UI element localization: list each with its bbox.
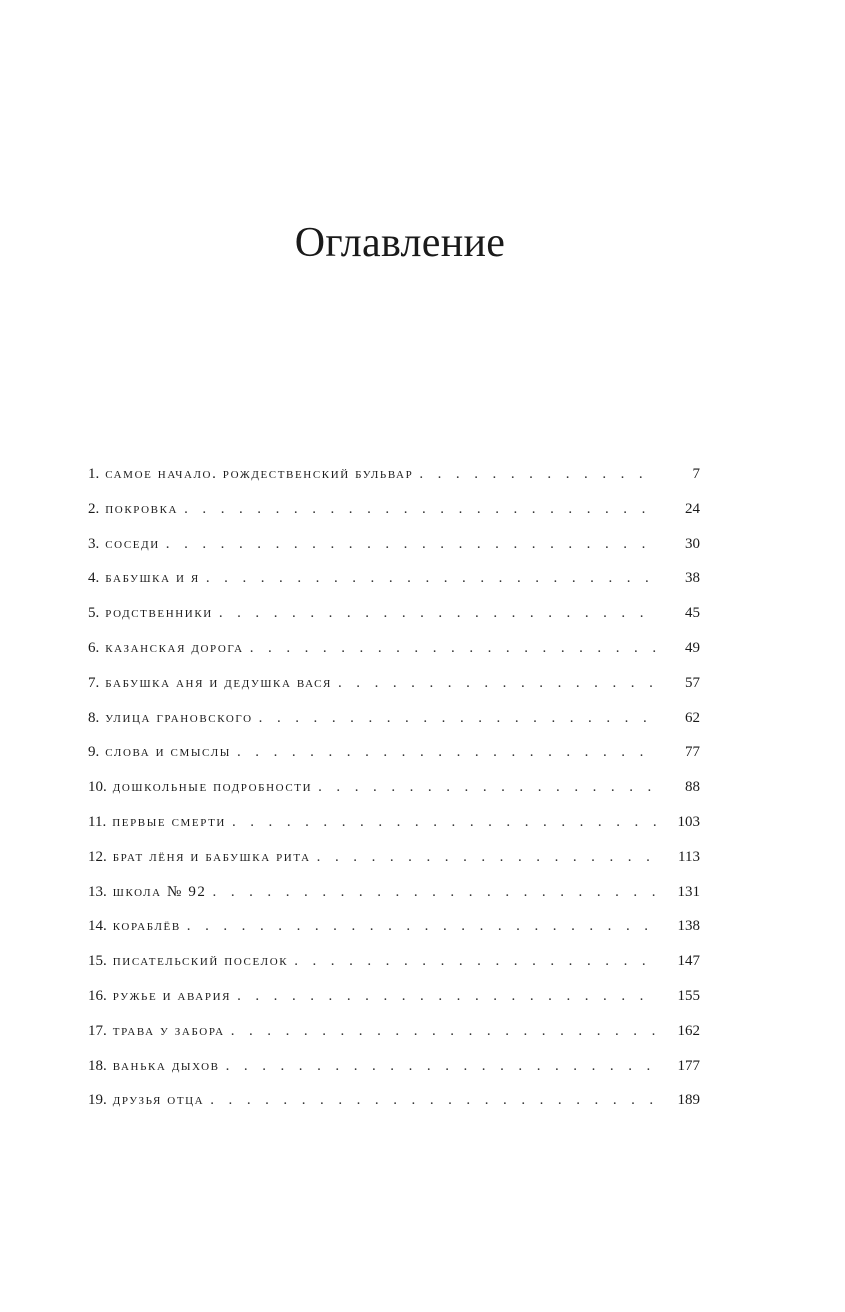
toc-entry-page: 88 — [685, 779, 700, 796]
toc-entry-number: 9. — [88, 744, 100, 761]
toc-entry-page: 147 — [677, 953, 700, 970]
toc-entry-number: 16. — [88, 987, 107, 1004]
toc-entry-title: кораблёв — [112, 918, 181, 935]
toc-leader-dots — [237, 744, 658, 761]
toc-entry-number: 13. — [88, 883, 107, 900]
toc-entry — [88, 1092, 700, 1127]
toc-entry — [88, 918, 700, 953]
toc-entry-page: 30 — [685, 535, 700, 552]
toc-entry-title: дошкольные подробности — [112, 779, 313, 796]
toc-entry-number: 12. — [88, 848, 107, 865]
toc-leader-dots — [317, 849, 658, 866]
toc-entry — [88, 779, 700, 814]
toc-entry — [88, 1058, 700, 1093]
toc-entry-title: ружье и авария — [112, 987, 232, 1004]
toc-entry-title: самое начало. рождественский бульвар — [105, 466, 414, 482]
toc-leader-dots — [419, 466, 658, 483]
toc-entry-title: соседи — [105, 535, 160, 552]
toc-entry — [88, 675, 700, 710]
toc-entry-number: 10. — [88, 779, 107, 796]
toc-entry-page: 162 — [677, 1022, 700, 1039]
toc-leader-dots — [231, 1023, 658, 1040]
toc-entry-title: брат лёня и бабушка рита — [112, 848, 311, 865]
toc-entry — [88, 710, 700, 745]
toc-entry-number: 7. — [88, 674, 100, 691]
toc-entry-page: 155 — [677, 987, 700, 1004]
toc-entry-page: 131 — [677, 883, 700, 900]
toc-entry-page: 62 — [685, 709, 700, 726]
toc-leader-dots — [184, 501, 658, 518]
toc-leader-dots — [166, 536, 658, 553]
toc-entry-title: трава у забора — [112, 1022, 225, 1039]
toc-leader-dots — [294, 953, 658, 970]
toc-leader-dots — [226, 1058, 658, 1075]
toc-entry-page: 24 — [685, 500, 700, 517]
toc-entry-title: писательский поселок — [112, 953, 289, 970]
toc-entry-title: ванька дыхов — [112, 1057, 220, 1074]
toc-entry — [88, 814, 700, 849]
toc-entry — [88, 466, 700, 501]
toc-leader-dots — [250, 640, 658, 657]
toc-entry — [88, 536, 700, 571]
toc-entry — [88, 570, 700, 605]
toc-entry-title: родственники — [105, 605, 213, 622]
toc-entry-title: бабушка аня и дедушка вася — [105, 674, 332, 691]
toc-entry-page: 38 — [685, 570, 700, 587]
toc-entry — [88, 744, 700, 779]
toc-entry-number: 17. — [88, 1022, 107, 1039]
toc-entry-page: 113 — [678, 848, 700, 865]
toc-entry-number: 2. — [88, 500, 100, 517]
toc-entry — [88, 605, 700, 640]
toc-leader-dots — [210, 1092, 658, 1109]
table-of-contents — [88, 466, 700, 1127]
toc-entry — [88, 988, 700, 1023]
toc-leader-dots — [232, 814, 658, 831]
toc-leader-dots — [206, 570, 658, 587]
toc-entry-number: 4. — [88, 570, 100, 587]
toc-leader-dots — [237, 988, 658, 1005]
toc-entry-number: 18. — [88, 1057, 107, 1074]
toc-leader-dots — [318, 779, 658, 796]
toc-entry-title: друзья отца — [112, 1092, 205, 1109]
toc-entry-title: школа № 92 — [112, 883, 207, 900]
toc-entry-number: 5. — [88, 605, 100, 622]
toc-entry-number: 14. — [88, 918, 107, 935]
toc-entry — [88, 1023, 700, 1058]
toc-entry-page: 57 — [685, 674, 700, 691]
toc-entry-number: 3. — [88, 535, 100, 552]
toc-entry — [88, 884, 700, 919]
toc-leader-dots — [259, 710, 658, 727]
toc-entry-title: улица грановского — [105, 709, 253, 726]
toc-entry-page: 103 — [677, 813, 700, 830]
toc-entry — [88, 849, 700, 884]
toc-entry-page: 49 — [685, 639, 700, 656]
toc-entry — [88, 640, 700, 675]
toc-entry-page: 77 — [685, 744, 700, 761]
toc-entry-number: 15. — [88, 953, 107, 970]
toc-entry-title: бабушка и я — [105, 570, 200, 587]
toc-entry-page: 177 — [677, 1057, 700, 1074]
toc-leader-dots — [213, 884, 658, 901]
toc-leader-dots — [187, 918, 658, 935]
toc-entry-title: первые смерти — [112, 813, 226, 830]
toc-entry-page: 138 — [677, 918, 700, 935]
toc-entry-title: покровка — [105, 500, 179, 517]
toc-entry-number: 8. — [88, 709, 100, 726]
toc-entry-title: казанская дорога — [105, 639, 244, 656]
toc-entry — [88, 501, 700, 536]
toc-entry-title: слова и смыслы — [105, 744, 231, 761]
toc-entry-page: 189 — [677, 1092, 700, 1109]
toc-entry-number: 6. — [88, 639, 100, 656]
toc-entry-page: 45 — [685, 605, 700, 622]
toc-entry-number: 19. — [88, 1092, 107, 1109]
toc-entry — [88, 953, 700, 988]
toc-leader-dots — [219, 605, 658, 622]
toc-leader-dots — [338, 675, 658, 692]
page-title: Оглавление — [294, 220, 506, 266]
toc-entry-number: 11. — [88, 813, 107, 830]
toc-entry-page: 7 — [692, 466, 700, 482]
toc-entry-number: 1. — [88, 466, 100, 482]
